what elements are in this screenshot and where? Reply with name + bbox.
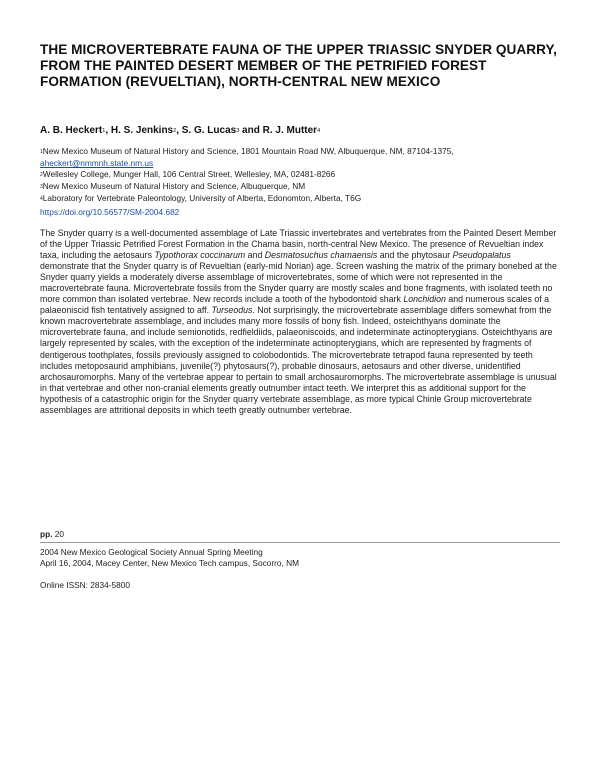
affiliation-email-row — [40, 158, 560, 169]
meeting-info — [40, 547, 560, 569]
pages-label: pp. — [40, 529, 53, 539]
doi-link[interactable]: https://doi.org/10.56577/SM-2004.682 — [40, 207, 180, 217]
affiliation-item — [40, 181, 560, 193]
meeting-date-location: April 16, 2004, Macey Center, New Mexico Tech campus, Socorro, NM — [40, 558, 300, 568]
author-name: S. G. Lucas — [181, 125, 237, 136]
author-superscript: 2 — [173, 128, 177, 134]
taxon-name: Turseodus — [211, 305, 253, 316]
affiliation-superscript: 4 — [40, 195, 43, 202]
paper-title: THE MICROVERTEBRATE FAUNA OF THE UPPER TRIASSIC SNYDER QUARRY, FROM THE PAINTED DESERT MEMBER OF THE PETRIFIED FOREST FORMATION (REVUELTIAN), NORTH-CENTRAL NEW MEXICO — [40, 42, 557, 90]
divider — [40, 542, 560, 543]
author-name: H. S. Jenkins — [110, 125, 174, 136]
abstract-text: and the phytosaur — [377, 250, 453, 261]
abstract-text: and numerous scales of a palaeoniscid fish tentatively assigned to aff. — [40, 294, 550, 316]
author-email-link[interactable]: aheckert@nmmnh.state.nm.us — [40, 157, 154, 168]
affiliation-item — [40, 193, 560, 205]
author-name: R. J. Mutter — [262, 125, 318, 136]
pages-value: 20 — [54, 529, 64, 539]
author-list — [40, 125, 560, 137]
author-superscript: 4 — [317, 128, 321, 134]
affiliation-text: Wellesley College, Munger Hall, 106 Central Street, Wellesley, MA, 02481-8266 — [42, 168, 336, 179]
author-separator: , — [176, 125, 182, 136]
affiliation-superscript: 1 — [40, 149, 43, 155]
author-name: A. B. Heckert — [40, 125, 103, 136]
abstract-text: and — [245, 250, 265, 261]
affiliation-item — [40, 146, 560, 158]
affiliation-superscript: 3 — [40, 183, 43, 190]
author-separator: and — [239, 125, 263, 136]
taxon-name: Typothorax coccinarum — [154, 250, 246, 261]
affiliation-item — [40, 169, 560, 181]
author-superscript: 1 — [102, 128, 106, 134]
abstract-paragraph — [40, 228, 560, 416]
affiliation-list — [40, 146, 560, 205]
meeting-name: 2004 New Mexico Geological Society Annual Spring Meeting — [40, 547, 263, 557]
taxon-name: Lonchidion — [403, 294, 446, 305]
affiliation-text: New Mexico Museum of Natural History and Science, 1801 Mountain Road NW, Albuquerque, NM, 87104-1375, — [42, 146, 454, 156]
page-range — [40, 529, 64, 539]
affiliation-text: Laboratory for Vertebrate Paleontology, University of Alberta, Edonomton, Alberta, T6G — [42, 192, 362, 203]
abstract-text: The Snyder quarry is a well-documented assemblage of Late Triassic invertebrates and vertebrates from the Painted Desert Member of the Upper Triassic Petrified Forest Formation in the Chama basin, north-central New Mexico. The presence of Revueltian index taxa, including the aetosaurs — [40, 228, 557, 261]
author-separator: , — [105, 125, 111, 136]
affiliation-superscript: 2 — [40, 171, 43, 178]
abstract-text: . Not surprisingly, the microvertebrate assemblage differs somewhat from the known macrovertebrate assemblage, and includes many more fossils of bony fish. Indeed, osteichthyans dominate the microvertebrate fauna, and include semionotids, redfieldiids, palaeoniscoids, and indeterminate actinopterygians. Osteichthyans are largely represented by scales, with the exception of the indeterminate actinopterygians, which are represented by fragments of dentigerous toothplates, fossils previously assigned to colobodontids. The microvertebrate tetrapod fauna represented by teeth includes metoposaurid amphibians, juvenile(?) phytosaurs(?), probable dinosaurs, aetosaurs and other diverse, unidentified archosauromorphs. Many of the vertebrae appear to pertain to small archosauromorphs. The microvertebrate assemblage is unusual in that vertebrae and other non-cranial elements greatly outnumber intact teeth. We interpret this as additional support for the hypothesis of a catastrophic origin for the Snyder quarry vertebrate assemblage, as more typical Chinle Group microvertebrate assemblages are attritional deposits in which teeth greatly outnumber vertebrae. — [40, 305, 557, 415]
author-superscript: 3 — [236, 128, 240, 134]
taxon-name: Pseudopalatus — [452, 250, 511, 261]
taxon-name: Desmatosuchus chamaensis — [264, 250, 378, 261]
affiliation-text: New Mexico Museum of Natural History and Science, Albuquerque, NM — [42, 180, 306, 191]
issn-text: Online ISSN: 2834-5800 — [40, 580, 130, 590]
abstract-text: demonstrate that the Snyder quarry is of Revueltian (early-mid Norian) age. Screen washing the matrix of the primary bonebed at the Snyder quarry yields a moderately diverse assemblage of microvertebrates, some of which were not represented in the macrovertebrate fauna. Microvertebrate fossils from the Snyder quarry are mostly scales and bone fragments, with isolated teeth no more common than isolated vertebrae. New records include a tooth of the hybodontoid shark — [40, 261, 557, 305]
